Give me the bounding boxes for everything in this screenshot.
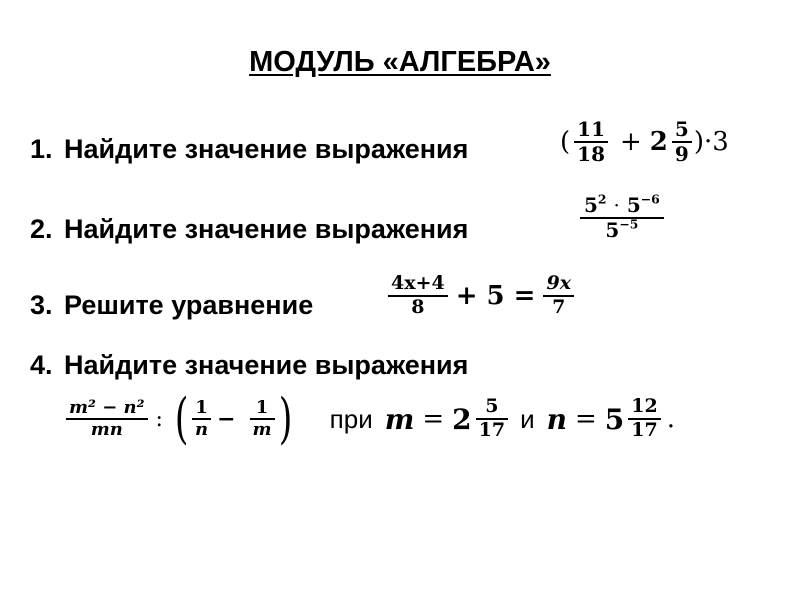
denominator: m bbox=[252, 418, 272, 440]
numerator: 9x bbox=[546, 272, 572, 294]
task-number: 4. bbox=[30, 350, 53, 380]
division-colon: : bbox=[155, 406, 163, 432]
page-title: МОДУЛЬ «АЛГЕБРА» bbox=[249, 46, 551, 78]
fraction bbox=[192, 398, 211, 441]
fraction bbox=[66, 398, 148, 441]
task-text: Решите уравнение bbox=[64, 290, 314, 320]
open-paren: ( bbox=[560, 127, 571, 157]
task-2 bbox=[30, 214, 468, 245]
whole-part: 2 bbox=[649, 127, 668, 157]
task-1 bbox=[30, 134, 468, 165]
fraction bbox=[476, 396, 508, 442]
denominator: n bbox=[195, 418, 209, 440]
numerator: 4x+4 bbox=[391, 272, 445, 294]
fraction bbox=[574, 118, 608, 166]
plus-sign: + bbox=[620, 127, 642, 157]
close-paren-times: )·3 bbox=[693, 127, 729, 157]
task-number: 2. bbox=[30, 214, 53, 244]
base: 5 bbox=[605, 217, 620, 242]
minus-sign: − bbox=[217, 406, 236, 432]
dot-operator: · bbox=[613, 193, 620, 217]
expression-2 bbox=[580, 191, 664, 242]
fraction bbox=[250, 398, 275, 441]
equals-sign: = bbox=[422, 404, 445, 434]
denominator: 8 bbox=[411, 295, 425, 318]
plus-five-equals: + 5 = bbox=[455, 280, 536, 311]
whole-part: 5 bbox=[604, 402, 625, 436]
denominator: 9 bbox=[674, 142, 689, 166]
numerator: 5 bbox=[485, 395, 499, 418]
right-paren: ) bbox=[278, 387, 292, 450]
conjunction: и bbox=[520, 403, 535, 434]
whole-part: 2 bbox=[452, 402, 472, 436]
denominator: 7 bbox=[552, 295, 566, 318]
numerator bbox=[580, 191, 664, 217]
fraction bbox=[388, 273, 448, 319]
base: 5 bbox=[584, 193, 598, 217]
denominator: 18 bbox=[577, 142, 605, 166]
left-paren: ( bbox=[174, 387, 189, 450]
variable-n: n bbox=[546, 402, 567, 436]
fraction bbox=[543, 273, 574, 319]
exponent: −5 bbox=[619, 215, 639, 231]
task-text: Найдите значение выражения bbox=[64, 134, 469, 164]
denominator bbox=[602, 215, 641, 242]
expression-1 bbox=[560, 118, 729, 166]
fraction bbox=[628, 396, 660, 442]
numerator: m² − n² bbox=[69, 396, 145, 418]
denominator: 17 bbox=[631, 419, 658, 441]
exponent: 2 bbox=[597, 191, 607, 207]
base: 5 bbox=[626, 193, 641, 217]
variable-m: m bbox=[384, 402, 415, 436]
period: . bbox=[666, 404, 675, 434]
denominator: mn bbox=[90, 418, 123, 440]
numerator: 5 bbox=[674, 117, 689, 141]
task-4 bbox=[30, 350, 468, 381]
expression-4 bbox=[66, 387, 675, 450]
condition-word: при bbox=[329, 403, 373, 434]
task-number: 1. bbox=[30, 134, 53, 164]
denominator: 17 bbox=[478, 419, 506, 441]
numerator: 11 bbox=[577, 117, 605, 141]
numerator: 1 bbox=[255, 396, 269, 418]
fraction bbox=[672, 118, 692, 166]
fraction bbox=[580, 191, 664, 242]
numerator: 1 bbox=[195, 396, 208, 418]
exponent: −6 bbox=[640, 191, 660, 207]
task-text: Найдите значение выражения bbox=[64, 350, 469, 380]
task-3 bbox=[30, 290, 313, 321]
numerator: 12 bbox=[631, 395, 658, 418]
task-number: 3. bbox=[30, 290, 53, 320]
equals-sign: = bbox=[575, 404, 597, 434]
expression-3 bbox=[388, 273, 574, 319]
task-text: Найдите значение выражения bbox=[64, 214, 469, 244]
